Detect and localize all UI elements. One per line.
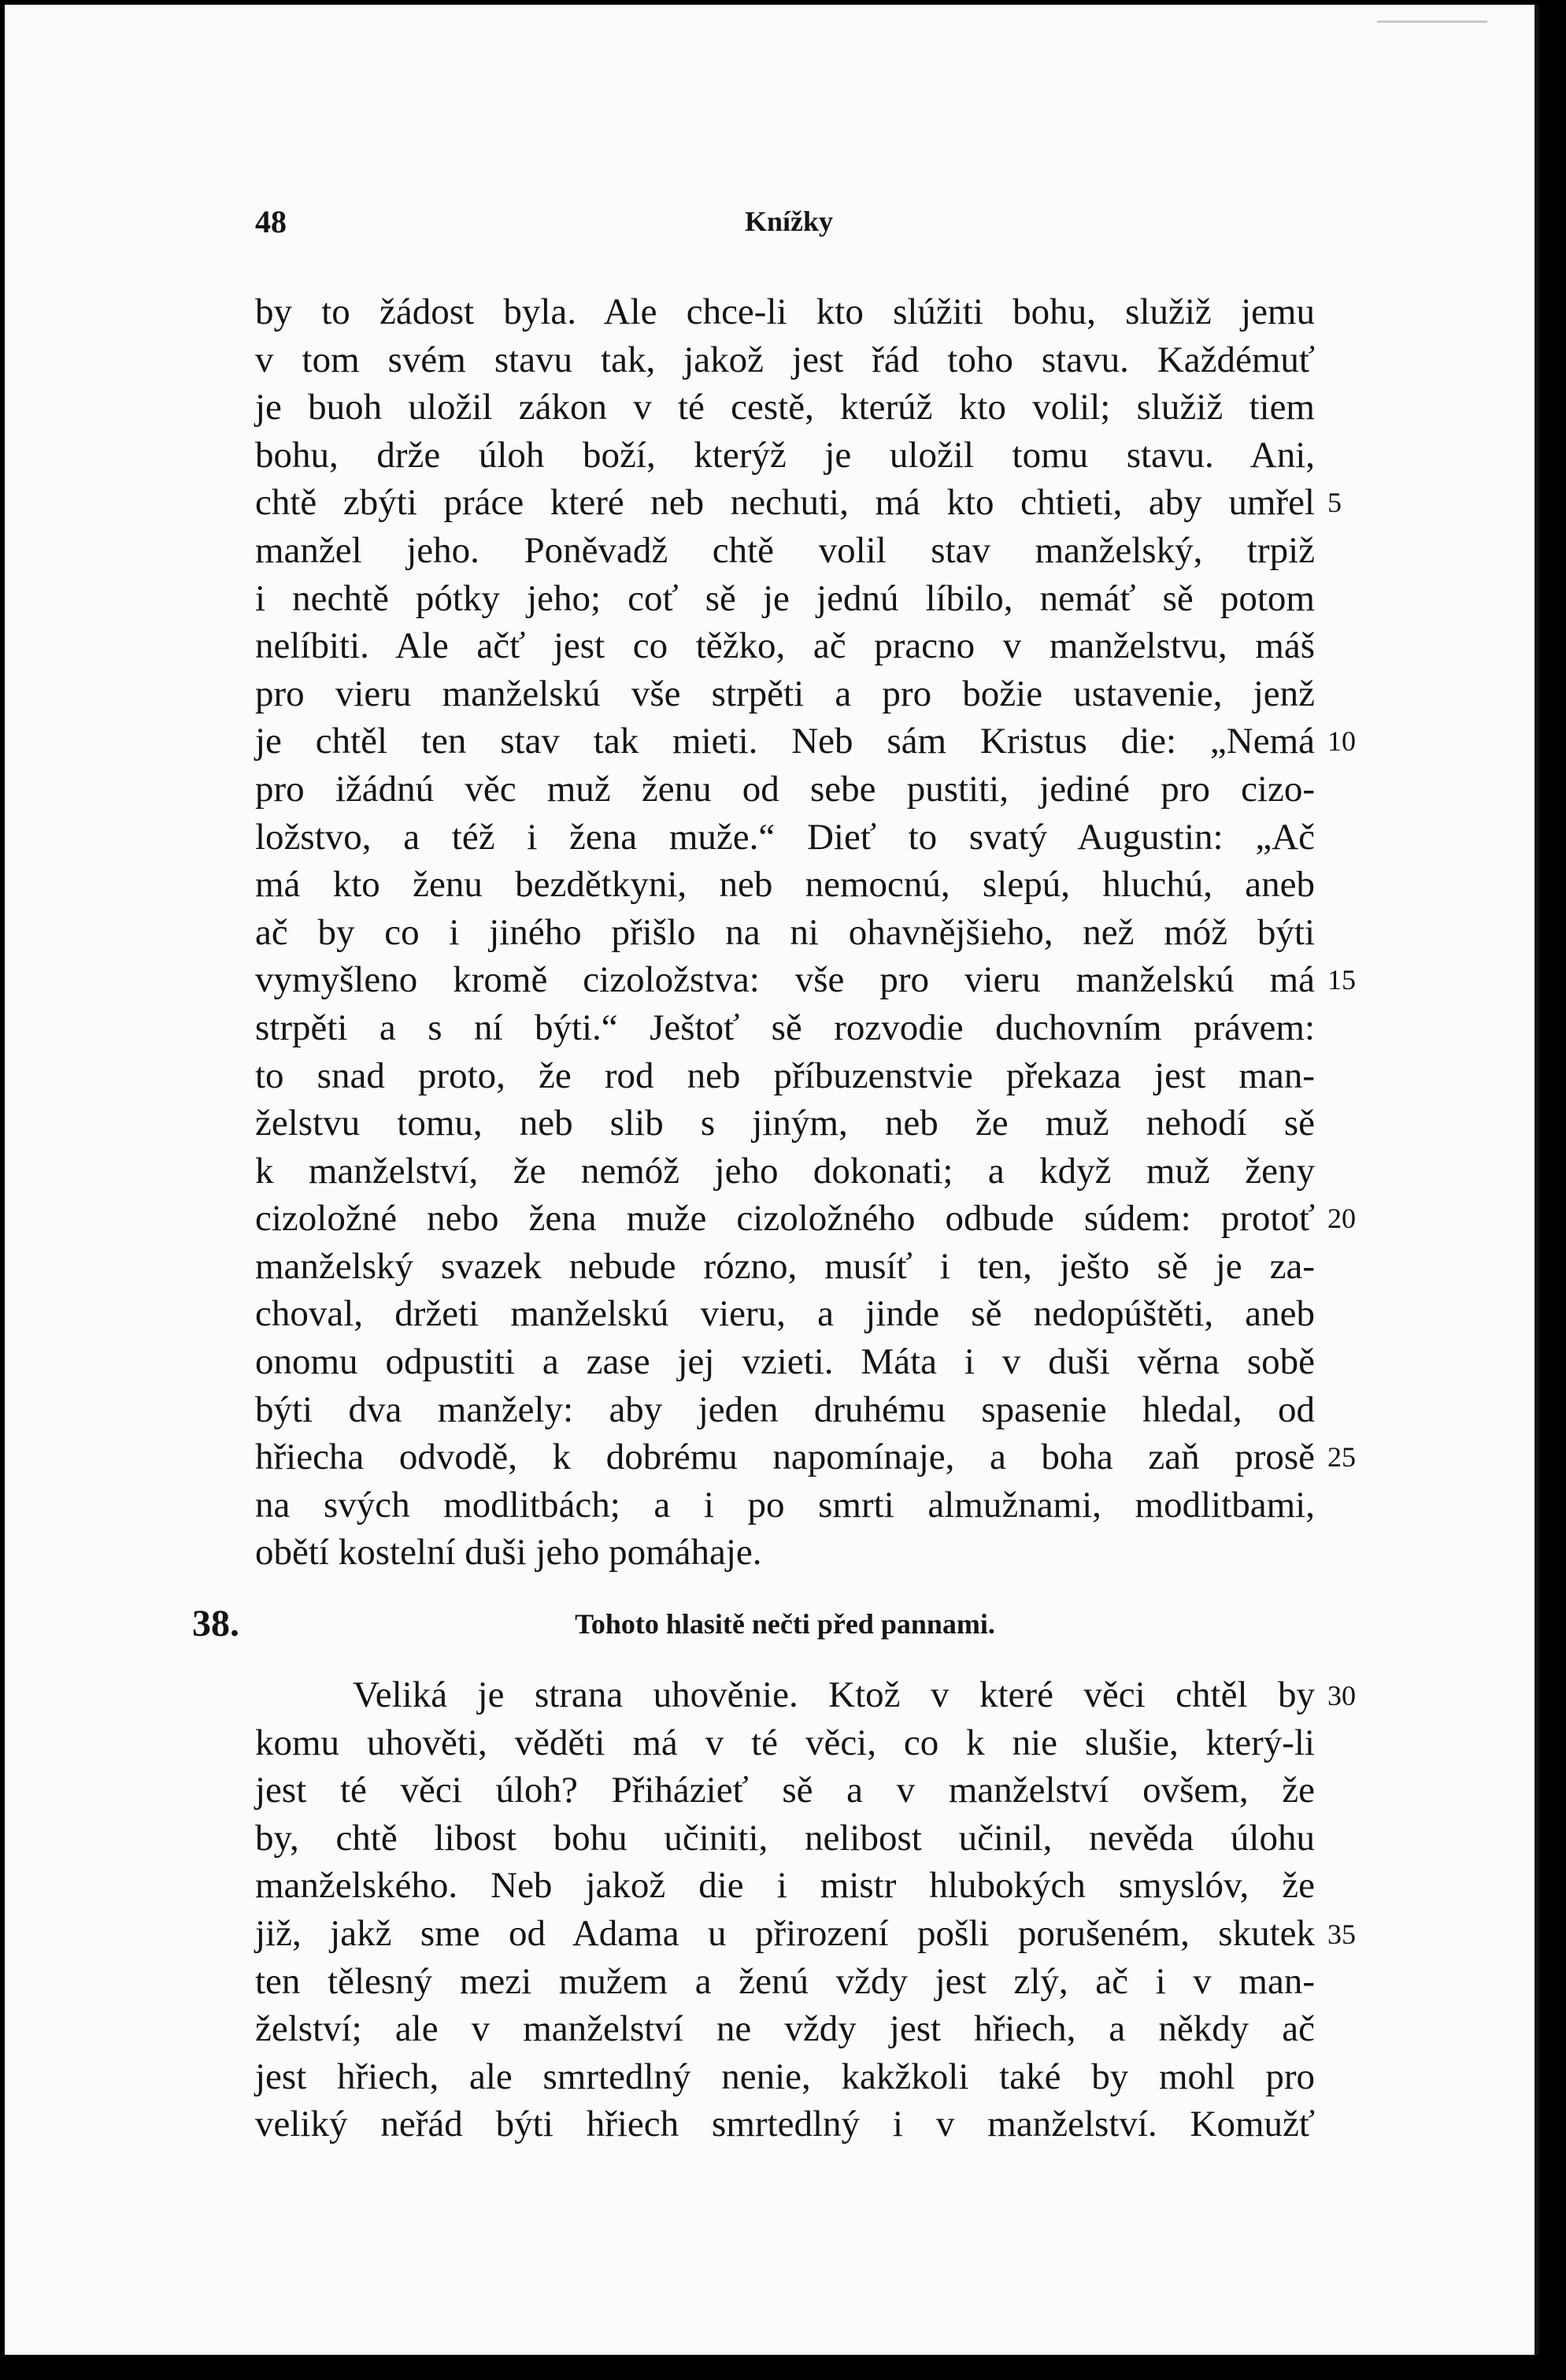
page-number: 48 xyxy=(255,204,287,239)
section-title: Tohoto hlasitě nečti před pannami. xyxy=(575,1608,995,1640)
text-line: má kto ženu bezdětkyni, neb nemocnú, slepú, hluchú, aneb xyxy=(255,864,1315,906)
page-header xyxy=(5,192,1535,247)
section-heading xyxy=(192,1577,1315,1671)
text-line: k manželství, že nemóž jeho dokonati; a když muž ženy xyxy=(255,1150,1315,1192)
text-line: by, chtě libost bohu učiniti, nelibost učinil, nevěda úlohu xyxy=(255,1817,1315,1859)
text-line: býti dva manžely: aby jeden druhému spasenie hledal, od xyxy=(255,1388,1315,1430)
text-line: to snad proto, že rod neb příbuzenstvie překaza jest man- xyxy=(255,1055,1315,1096)
text-line: jest hřiech, ale smrtedlný nenie, kakžkoli také by mohl pro xyxy=(255,2056,1315,2097)
line-number: 25 xyxy=(1327,1441,1356,1473)
text-line: želství; ale v manželství ne vždy jest hřiech, a někdy ač xyxy=(255,2008,1315,2050)
line-number: 10 xyxy=(1327,725,1356,757)
text-line: vymyšleno kromě cizoložstva: vše pro vieru manželskú má xyxy=(255,959,1315,1001)
text-line: je chtěl ten stav tak mieti. Neb sám Kristus die: „Nemá xyxy=(255,721,1315,762)
text-line: pro ižádnú věc muž ženu od sebe pustiti, jediné pro cizo- xyxy=(255,768,1315,810)
text-line: nelíbiti. Ale ačť jest co těžko, ač pracno v manželstvu, máš xyxy=(255,625,1315,667)
line-number: 30 xyxy=(1327,1680,1356,1711)
text-line: obětí kostelní duši jeho pomáhaje. xyxy=(255,1532,762,1574)
text-line: želstvu tomu, neb slib s jiným, neb že muž nehodí sě xyxy=(255,1103,1315,1144)
text-line: komu uhověti, věděti má v té věci, co k nie slušie, který-li xyxy=(255,1722,1315,1763)
text-line: by to žádost byla. Ale chce-li kto slúžiti bohu, služiž jemu xyxy=(255,291,1315,332)
line-number: 15 xyxy=(1327,964,1356,995)
text-line: v tom svém stavu tak, jakož jest řád toho stavu. Každémuť xyxy=(255,339,1315,380)
text-line: hřiecha odvodě, k dobrému napomínaje, a boha zaň prosě xyxy=(255,1437,1315,1478)
text-line: ten tělesný mezi mužem a ženú vždy jest zlý, ač i v man- xyxy=(255,1960,1315,2002)
text-line: ložstvo, a též i žena muže.“ Dieť to svatý Augustin: „Ač xyxy=(255,816,1315,858)
text-line: manžel jeho. Poněvadž chtě volil stav manželský, trpiž xyxy=(255,529,1315,571)
text-line: na svých modlitbách; a i po smrti almužnami, modlitbami, xyxy=(255,1484,1315,1525)
line-number: 35 xyxy=(1327,1918,1356,1950)
text-line: Veliká je strana uhověnie. Ktož v které věci chtěl by xyxy=(353,1674,1315,1716)
scan-edge-mark xyxy=(1377,20,1487,23)
text-line: je buoh uložil zákon v té cestě, kterúž kto volil; služiž tiem xyxy=(255,387,1315,428)
line-number: 5 xyxy=(1327,487,1342,518)
book-page xyxy=(5,5,1539,2355)
text-line: strpěti a s ní býti.“ Ještoť sě rozvodie duchovním právem: xyxy=(255,1006,1315,1048)
text-line: již, jakž sme od Adama u přirození pošli porušeném, skutek xyxy=(255,1913,1315,1954)
text-line: ač by co i jiného přišlo na ni ohavnějšieho, než móž býti xyxy=(255,911,1315,953)
section-number: 38. xyxy=(192,1603,239,1645)
text-line: manželského. Neb jakož die i mistr hlubokých smyslóv, že xyxy=(255,1865,1315,1907)
text-line: veliký neřád býti hřiech smrtedlný i v manželství. Komužť xyxy=(255,2104,1315,2145)
text-line: chtě zbýti práce které neb nechuti, má kto chtieti, aby umřel xyxy=(255,482,1315,524)
text-line: manželský svazek nebude rózno, musíť i ten, ješto sě je za- xyxy=(255,1245,1315,1287)
body-text xyxy=(192,288,1315,2148)
text-line: onomu odpustiti a zase jej vzieti. Máta i v duši věrna sobě xyxy=(255,1341,1315,1383)
line-number: 20 xyxy=(1327,1203,1356,1234)
text-line: bohu, drže úloh boží, kterýž je uložil tomu stavu. Ani, xyxy=(255,434,1315,476)
text-line: cizoložné nebo žena muže cizoložného odbude súdem: protoť xyxy=(255,1198,1315,1240)
text-line: pro vieru manželskú vše strpěti a pro božie ustavenie, jenž xyxy=(255,673,1315,714)
text-line: i nechtě pótky jeho; coť sě je jednú líbilo, nemáť sě potom xyxy=(255,577,1315,619)
text-line: jest té věci úloh? Přiházieť sě a v manželství ovšem, že xyxy=(255,1770,1315,1811)
running-title: Knížky xyxy=(745,206,834,237)
text-line: choval, držeti manželskú vieru, a jinde sě nedopúštěti, aneb xyxy=(255,1293,1315,1335)
